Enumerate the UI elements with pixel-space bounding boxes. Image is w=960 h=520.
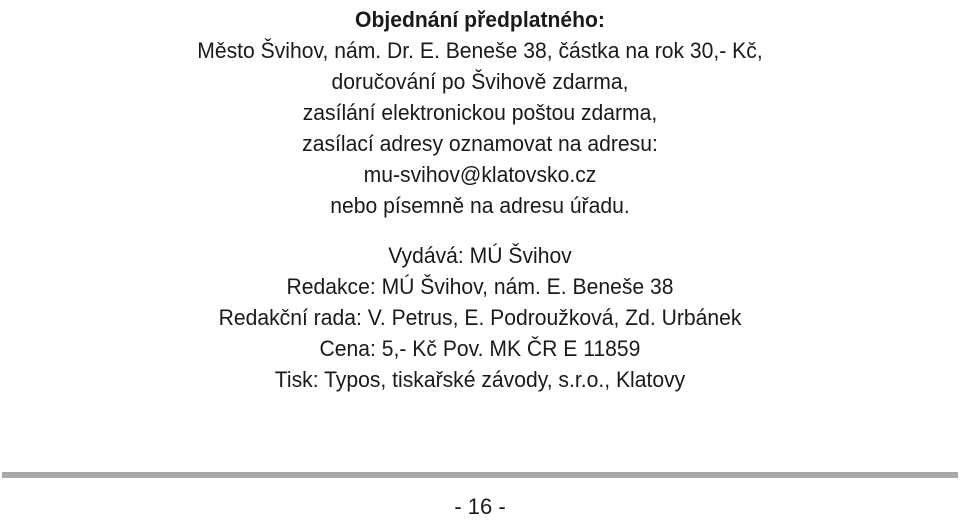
subscription-line: zasílací adresy oznamovat na adresu: <box>302 131 658 156</box>
subscription-line: nebo písemně na adresu úřadu. <box>330 193 630 218</box>
price-registration: Cena: 5,- Kč Pov. MK ČR E 11859 <box>319 336 641 361</box>
footer-divider <box>2 472 958 478</box>
subscription-heading: Objednání předplatného: <box>355 7 605 32</box>
publisher-line: Vydává: MÚ Švihov <box>388 243 572 268</box>
subscription-info <box>0 4 960 221</box>
page-number: - 16 - <box>454 494 506 519</box>
subscription-line: doručování po Švihově zdarma, <box>331 69 629 94</box>
subscription-line: zasílání elektronickou poštou zdarma, <box>302 100 658 125</box>
printer-info: Tisk: Typos, tiskařské závody, s.r.o., Klatovy <box>274 367 686 392</box>
editorial-board: Redakční rada: V. Petrus, E. Podroužková, Zd. Urbánek <box>218 305 742 330</box>
publisher-info <box>0 240 960 395</box>
editorial-address: Redakce: MÚ Švihov, nám. E. Beneše 38 <box>286 274 674 299</box>
subscription-email: mu-svihov@klatovsko.cz <box>363 162 597 187</box>
subscription-line: Město Švihov, nám. Dr. E. Beneše 38, částka na rok 30,- Kč, <box>197 38 763 63</box>
